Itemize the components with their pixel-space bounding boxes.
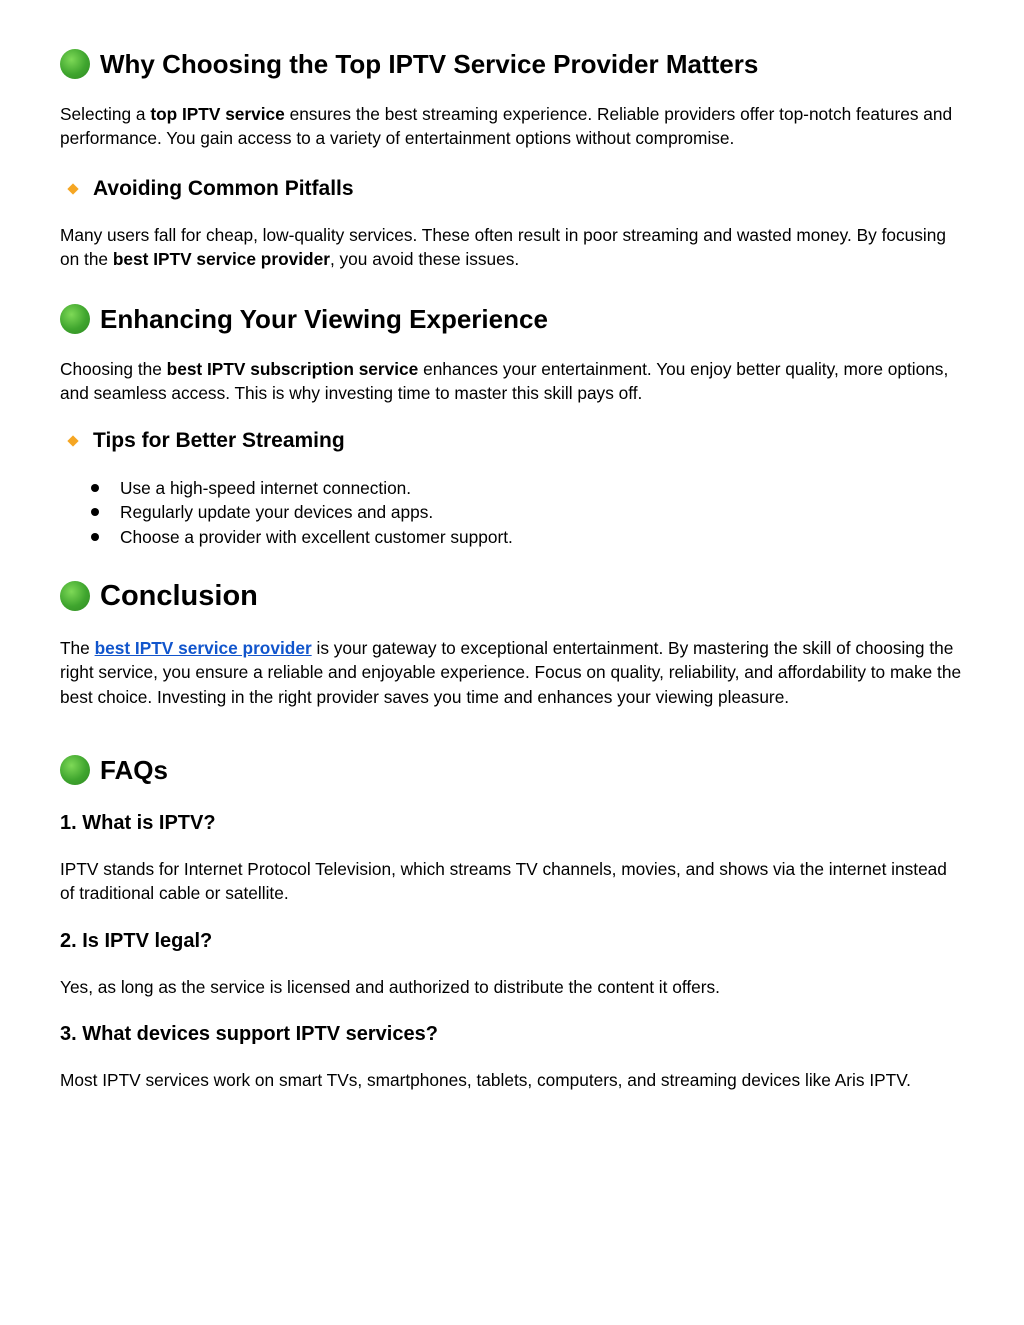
heading-faqs	[60, 754, 168, 786]
subheading-text: Tips for Better Streaming	[93, 429, 345, 452]
subheading-avoiding-pitfalls	[60, 176, 354, 202]
bullet-icon	[91, 533, 99, 541]
orange-diamond-icon	[67, 183, 78, 194]
bullet-icon	[91, 484, 99, 492]
heading-text: Conclusion	[100, 580, 258, 612]
heading-enhancing-experience	[60, 303, 548, 335]
paragraph-why: Selecting a top IPTV service ensures the best streaming experience. Reliable providers offer top-notch features and performance. You gain access to a variety of entertainment options without compromise.	[60, 104, 953, 149]
bullet-icon	[91, 508, 99, 516]
orange-diamond-icon	[67, 435, 78, 446]
paragraph-enhancing: Choosing the best IPTV subscription service enhances your entertainment. You enjoy better quality, more options, and seamless access. This is why investing time to master this skill pays off.	[60, 359, 949, 404]
heading-text: FAQs	[100, 755, 168, 785]
bold-phrase: best IPTV subscription service	[166, 359, 419, 379]
green-circle-icon	[60, 581, 90, 611]
faq-question: 1. What is IPTV?	[60, 812, 216, 834]
subheading-tips-streaming	[60, 428, 345, 454]
faq-answer: IPTV stands for Internet Protocol Television, which streams TV channels, movies, and shows via the internet instead of traditional cable or satellite.	[60, 859, 947, 904]
list-item: Use a high-speed internet connection.	[60, 476, 513, 500]
heading-text: Enhancing Your Viewing Experience	[100, 304, 548, 334]
bold-phrase: best IPTV service provider	[112, 249, 330, 270]
paragraph-conclusion: The best IPTV service provider is your gateway to exceptional entertainment. By mastering the skill of choosing the right service, you ensure a reliable and enjoyable experience. Focus on quality, reliability, and affordability to make the best choice. Investing in the right provider saves you time and enhances your viewing pleasure.	[60, 638, 962, 707]
list-item: Regularly update your devices and apps.	[60, 500, 513, 524]
best-iptv-provider-link[interactable]: best IPTV service provider	[94, 638, 312, 658]
heading-text: Why Choosing the Top IPTV Service Provider Matters	[100, 49, 759, 79]
list-item: Choose a provider with excellent customer support.	[60, 525, 513, 549]
heading-conclusion	[60, 580, 258, 612]
faq-answer: Most IPTV services work on smart TVs, smartphones, tablets, computers, and streaming devices like Aris IPTV.	[60, 1070, 911, 1090]
green-circle-icon	[60, 304, 90, 334]
faq-answer: Yes, as long as the service is licensed and authorized to distribute the content it offers.	[60, 977, 720, 997]
faq-question: 3. What devices support IPTV services?	[60, 1023, 438, 1045]
tips-list	[60, 476, 513, 549]
paragraph-pitfalls: Many users fall for cheap, low-quality services. These often result in poor streaming and wasted money. By focusing on the best IPTV service provider, you avoid these issues.	[60, 225, 946, 270]
green-circle-icon	[60, 755, 90, 785]
heading-why-choosing	[60, 48, 758, 80]
subheading-text: Avoiding Common Pitfalls	[93, 177, 354, 200]
bold-phrase: top IPTV service	[150, 104, 285, 124]
faq-question: 2. Is IPTV legal?	[60, 930, 213, 952]
green-circle-icon	[60, 49, 90, 79]
